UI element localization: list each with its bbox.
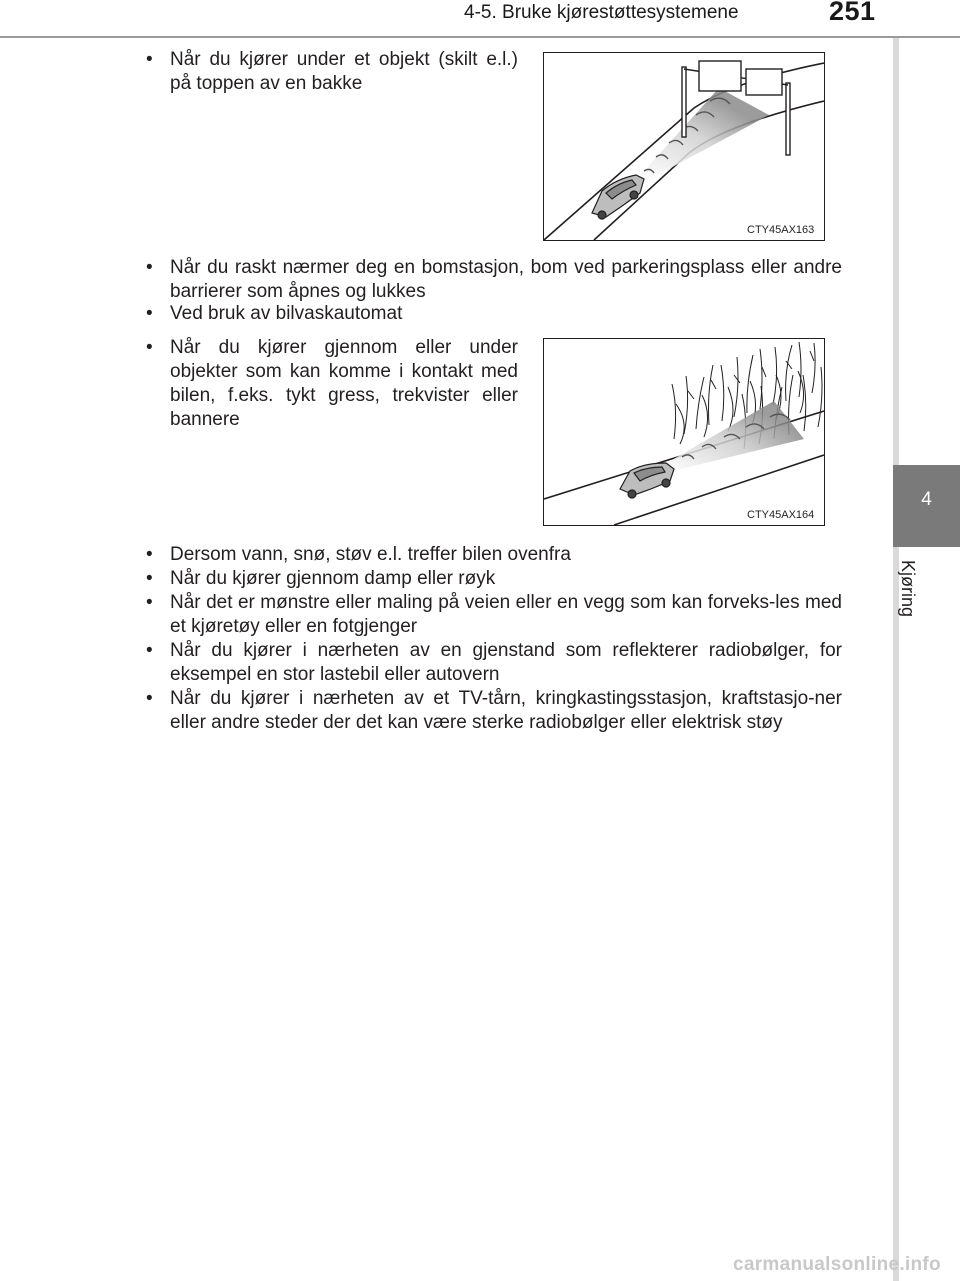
chapter-number: 4 bbox=[921, 489, 932, 510]
bullet-dot: • bbox=[146, 640, 153, 661]
list-item-text: Når du kjører under et objekt (skilt e.l.) på toppen av en bakke bbox=[170, 49, 518, 94]
page-header-title: 4-5. Bruke kjørestøttesystemene bbox=[464, 2, 739, 23]
list-item-text: Når du kjører i nærheten av et TV-tårn, kringkastingsstasjon, kraftstasjo-ner eller andre steder der det kan være sterke radiobølger eller elektrisk støy bbox=[170, 688, 842, 733]
bullet-dot: • bbox=[146, 544, 153, 565]
sign-on-hill-illustration bbox=[544, 53, 824, 240]
figure-sign-on-hill bbox=[543, 52, 825, 241]
figure-code: CTY45AX163 bbox=[747, 224, 815, 236]
bullet-dot: • bbox=[146, 337, 153, 358]
bullet-dot: • bbox=[146, 688, 153, 709]
chapter-label-text: Kjøring bbox=[898, 560, 918, 618]
bullet-dot: • bbox=[146, 568, 153, 589]
list-item-text: Når du kjører gjennom damp eller røyk bbox=[170, 568, 496, 589]
chapter-label bbox=[896, 560, 918, 640]
list-item bbox=[146, 543, 842, 567]
list-item-text: Ved bruk av bilvaskautomat bbox=[170, 303, 403, 324]
list-item bbox=[146, 687, 842, 735]
list-item-text: Når du raskt nærmer deg en bomstasjon, bom ved parkeringsplass eller andre barrierer som åpnes og lukkes bbox=[170, 257, 842, 302]
bullet-dot: • bbox=[146, 592, 153, 613]
watermark: carmanualsonline.info bbox=[733, 1254, 941, 1275]
list-item bbox=[146, 591, 842, 639]
tall-grass-illustration bbox=[544, 339, 824, 525]
list-item bbox=[146, 48, 518, 96]
page-number: 251 bbox=[829, 0, 876, 26]
bullet-dot: • bbox=[146, 257, 153, 278]
chapter-tab[interactable] bbox=[893, 465, 960, 547]
list-item-text: Dersom vann, snø, støv e.l. treffer bilen ovenfra bbox=[170, 544, 571, 565]
header-divider bbox=[0, 36, 960, 38]
figure-code: CTY45AX164 bbox=[747, 509, 815, 521]
list-item bbox=[146, 256, 842, 304]
side-margin-bar bbox=[893, 38, 899, 1281]
list-item-text: Når du kjører i nærheten av en gjenstand som reflekterer radiobølger, for eksempel en stor lastebil eller autovern bbox=[170, 640, 842, 685]
bullet-dot: • bbox=[146, 49, 153, 70]
list-item-text: Når du kjører gjennom eller under objekter som kan komme i kontakt med bilen, f.eks. tykt gress, trekvister eller bannere bbox=[170, 337, 518, 430]
figure-tall-grass bbox=[543, 338, 825, 526]
list-item-text: Når det er mønstre eller maling på veien eller en vegg som kan forveks-les med et kjøretøy eller en fotgjenger bbox=[170, 592, 842, 637]
bullet-dot: • bbox=[146, 303, 153, 324]
list-item bbox=[146, 639, 842, 687]
list-item bbox=[146, 302, 842, 326]
list-item bbox=[146, 567, 842, 591]
list-item bbox=[146, 336, 518, 432]
